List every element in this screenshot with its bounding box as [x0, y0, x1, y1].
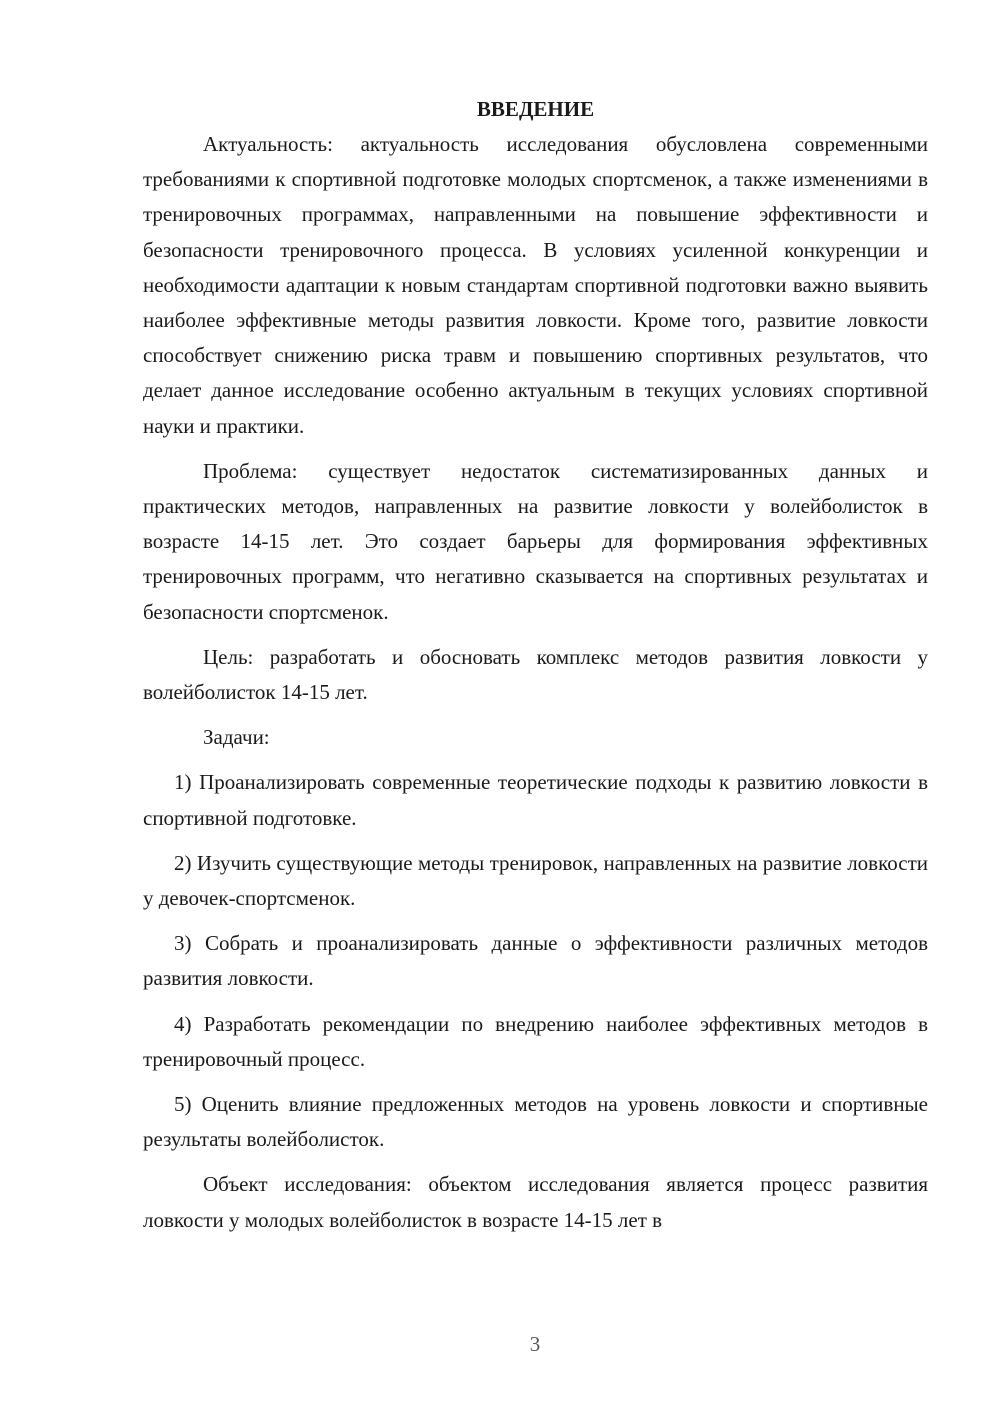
- task-item: 2) Изучить существующие методы тренировок, направленных на развитие ловкости у девочек-спортсменок.: [143, 850, 928, 911]
- section-title: ВВЕДЕНИЕ: [476, 97, 595, 121]
- task-item: 5) Оценить влияние предложенных методов на уровень ловкости и спортивные результаты волейболисток.: [143, 1092, 928, 1152]
- task-item: 4) Разработать рекомендации по внедрению наиболее эффективных методов в тренировочный процесс.: [143, 1011, 928, 1071]
- task-item: 3) Собрать и проанализировать данные о эффективности различных методов развития ловкости.: [143, 931, 928, 991]
- object-paragraph: Объект исследования: объектом исследования является процесс развития ловкости у молодых волейболисток в возрасте 14-15 лет в: [143, 1172, 928, 1232]
- document-page: [143, 92, 928, 1238]
- task-item: 1) Проанализировать современные теоретические подходы к развитию ловкости в спортивной подготовке.: [143, 770, 928, 830]
- tasks-heading: Задачи:: [203, 725, 270, 750]
- page-number: 3: [529, 1332, 541, 1356]
- problem-paragraph: Проблема: существует недостаток систематизированных данных и практических методов, направленных на развитие ловкости у волейболисток в возрасте 14-15 лет. Это создает барьеры для формирования эффективных тренировочных программ, что негативно сказывается на спортивных результатах и безопасности спортсменок.: [143, 458, 928, 624]
- relevance-paragraph: Актуальность: актуальность исследования обусловлена современными требованиями к спортивной подготовке молодых спортсменок, а также изменениями в тренировочных программах, направленными на повышение эффективности и безопасности тренировочного процесса. В условиях усиленной конкуренции и необходимости адаптации к новым стандартам спортивной подготовки важно выявить наиболее эффективные методы развития ловкости. Кроме того, развитие ловкости способствует снижению риска травм и повышению спортивных результатов, что делает данное исследование особенно актуальным в текущих условиях спортивной науки и практики.: [143, 132, 928, 438]
- goal-paragraph: Цель: разработать и обосновать комплекс методов развития ловкости у волейболисток 14-15 лет.: [143, 644, 928, 705]
